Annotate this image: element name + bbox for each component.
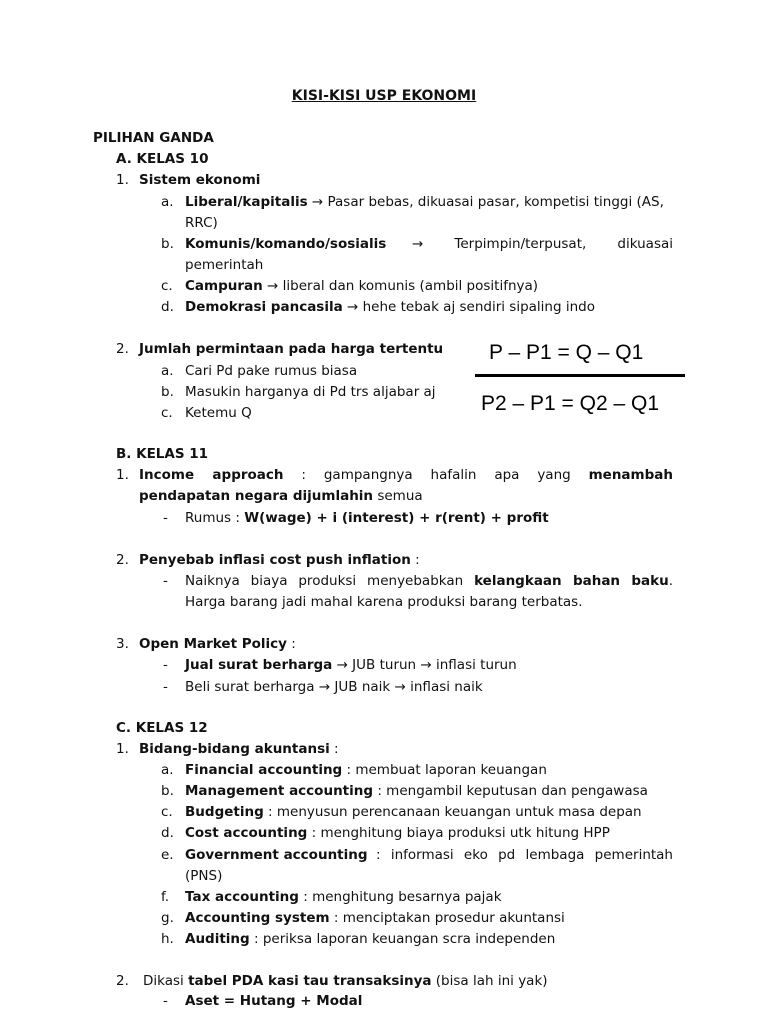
- section-heading: PILIHAN GANDA: [93, 130, 214, 146]
- item-text: : menciptakan prosedur akuntansi: [329, 910, 565, 926]
- list-item: [185, 573, 673, 589]
- list-item: [185, 657, 517, 673]
- list-item: [185, 278, 538, 294]
- q1-line1: [139, 467, 673, 483]
- list-item: Beli surat berharga → JUB naik → inflasi naik: [185, 679, 483, 695]
- item-letter: b.: [161, 384, 174, 400]
- text-bold: Income approach: [139, 467, 284, 483]
- item-text: : periksa laporan keuangan scra independen: [249, 931, 556, 947]
- text: Dikasi: [143, 973, 189, 989]
- list-item: [185, 931, 555, 947]
- item-continuation: (PNS): [185, 868, 223, 884]
- list-item: [185, 762, 547, 778]
- item-bold: Liberal/kapitalis: [185, 194, 308, 210]
- list-item: Ketemu Q: [185, 405, 252, 421]
- q3-title: [139, 636, 296, 652]
- text-bold: pendapatan negara dijumlahin: [139, 488, 374, 504]
- item-letter: b.: [161, 783, 174, 799]
- text-bold: Bidang-bidang akuntansi: [139, 741, 330, 757]
- list-item: [185, 194, 664, 210]
- heading-kelas-11: B. KELAS 11: [116, 446, 209, 462]
- item-text: : menghitung besarnya pajak: [298, 889, 502, 905]
- item-letter: c.: [161, 405, 173, 421]
- item-continuation: RRC): [185, 215, 218, 231]
- q1-line2: [139, 488, 423, 504]
- list-item: [185, 299, 595, 315]
- item-letter: c.: [161, 278, 173, 294]
- list-item: [185, 783, 648, 799]
- text: (bisa lah ini yak): [431, 973, 548, 989]
- item-bold: Accounting system: [185, 910, 330, 926]
- list-item: [185, 825, 610, 841]
- bullet-dash: -: [163, 993, 168, 1009]
- text: :: [286, 636, 296, 652]
- item-bold: Government accounting: [185, 847, 368, 863]
- item-text: : informasi eko pd lembaga pemerintah: [376, 847, 673, 863]
- item-text: : menyusun perencanaan keuangan untuk masa depan: [263, 804, 642, 820]
- q1-title: [139, 741, 339, 757]
- q1-title: Sistem ekonomi: [139, 172, 261, 188]
- bullet-dash: -: [163, 573, 168, 589]
- item-text: → Terpimpin/terpusat, dikuasai: [412, 236, 673, 252]
- item-bold: Management accounting: [185, 783, 374, 799]
- bullet-dash: -: [163, 657, 168, 673]
- list-item: [185, 889, 502, 905]
- equation: Aset = Hutang + Modal: [185, 993, 363, 1009]
- item-text: : menghitung biaya produksi utk hitung HPP: [307, 825, 610, 841]
- text: Rumus :: [185, 510, 245, 526]
- item-letter: d.: [161, 825, 174, 841]
- text-bold: Penyebab inflasi cost push inflation: [139, 552, 411, 568]
- formula-fraction-line: [475, 374, 685, 377]
- item-bold: Budgeting: [185, 804, 264, 820]
- item-bold: Auditing: [185, 931, 250, 947]
- q1-number: 1.: [116, 467, 129, 483]
- q2-title: Jumlah permintaan pada harga tertentu: [139, 341, 444, 357]
- text-bold: W(wage) + i (interest) + r(rent) + profit: [244, 510, 549, 526]
- item-bold: Campuran: [185, 278, 263, 294]
- text: :: [410, 552, 420, 568]
- item-text: : membuat laporan keuangan: [342, 762, 547, 778]
- item-letter: a.: [161, 194, 174, 210]
- q2-number: 2.: [116, 973, 129, 989]
- formula-numerator: P – P1 = Q – Q1: [489, 341, 644, 364]
- list-item: [185, 804, 642, 820]
- q2-number: 2.: [116, 341, 129, 357]
- text: Naiknya biaya produksi menyebabkan: [185, 573, 475, 589]
- item-letter: a.: [161, 762, 174, 778]
- item-bold: Komunis/komando/sosialis: [185, 236, 387, 252]
- item-text: : mengambil keputusan dan pengawasa: [373, 783, 648, 799]
- list-item: Cari Pd pake rumus biasa: [185, 363, 358, 379]
- item-bold: Cost accounting: [185, 825, 308, 841]
- q2-title: [139, 552, 420, 568]
- list-item: [185, 910, 565, 926]
- list-item: Masukin harganya di Pd trs aljabar aj: [185, 384, 436, 400]
- item-text: → liberal dan komunis (ambil positifnya): [262, 278, 539, 294]
- item-letter: h.: [161, 931, 174, 947]
- text-bold: Jual surat berharga: [185, 657, 333, 673]
- item-bold: Demokrasi pancasila: [185, 299, 343, 315]
- q2-title: [143, 973, 548, 989]
- text-bold: tabel PDA kasi tau transaksinya: [188, 973, 432, 989]
- item-continuation: Harga barang jadi mahal karena produksi barang terbatas.: [185, 594, 583, 610]
- q3-number: 3.: [116, 636, 129, 652]
- text: : gampangnya hafalin apa yang: [301, 467, 571, 483]
- page-title: KISI-KISI USP EKONOMI: [291, 88, 477, 104]
- text: semua: [373, 488, 423, 504]
- item-letter: b.: [161, 236, 174, 252]
- text-bold: kelangkaan bahan baku: [474, 573, 669, 589]
- list-item: [185, 510, 549, 526]
- bullet-dash: -: [163, 679, 168, 695]
- item-letter: e.: [161, 847, 174, 863]
- q1-number: 1.: [116, 741, 129, 757]
- formula-denominator: P2 – P1 = Q2 – Q1: [481, 392, 660, 415]
- item-bold: Tax accounting: [185, 889, 299, 905]
- item-letter: f.: [161, 889, 170, 905]
- item-text: → Pasar bebas, dikuasai pasar, kompetisi tinggi (AS,: [307, 194, 664, 210]
- text-bold: Open Market Policy: [139, 636, 287, 652]
- item-letter: c.: [161, 804, 173, 820]
- text: → JUB turun → inflasi turun: [332, 657, 517, 673]
- item-bold: Financial accounting: [185, 762, 343, 778]
- bullet-dash: -: [163, 510, 168, 526]
- q1-number: 1.: [116, 172, 129, 188]
- heading-kelas-10: A. KELAS 10: [116, 151, 209, 167]
- text: :: [329, 741, 339, 757]
- item-continuation: pemerintah: [185, 257, 264, 273]
- item-letter: d.: [161, 299, 174, 315]
- item-text: → hehe tebak aj sendiri sipaling indo: [342, 299, 595, 315]
- text: .: [668, 573, 673, 589]
- q2-number: 2.: [116, 552, 129, 568]
- item-letter: g.: [161, 910, 174, 926]
- text-bold: menambah: [588, 467, 673, 483]
- heading-kelas-12: C. KELAS 12: [116, 720, 208, 736]
- item-letter: a.: [161, 363, 174, 379]
